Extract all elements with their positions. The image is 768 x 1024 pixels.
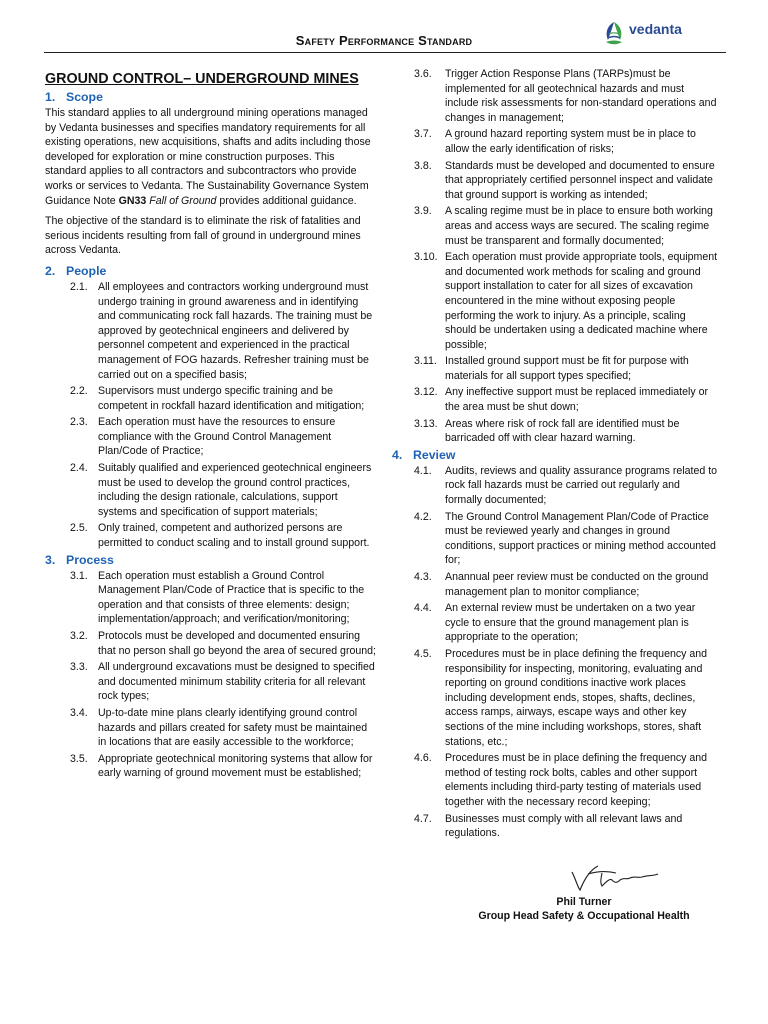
left-column (45, 70, 377, 783)
list-item (414, 127, 719, 156)
item-text: Anannual peer review must be conducted on the ground management plan to monitor compliance; (445, 571, 709, 598)
section-heading-people (45, 264, 377, 279)
list-item (45, 415, 377, 459)
section-number: 4. (392, 447, 403, 462)
item-number: 3.12. (414, 386, 438, 399)
item-text: All employees and contractors working underground must undergo training in ground awareness and in identifying and communicating rock fall hazards. The training must be approved by geotechnical engineers and delivered by personnel competent and experienced in the practical management of FOG hazards. Refresher training must be carried out on a specified basis; (98, 280, 373, 381)
list-item (414, 751, 719, 809)
item-number: 4.7. (414, 812, 432, 825)
item-text: Each operation must provide appropriate tools, equipment and documented work methods for scaling and ground support installation to cater for all sizes of excavation encountered in the mine without exposing people performing the work to injury. As a principle, scaling should be undertaken using a dedicated machine where possible; (445, 251, 718, 351)
signatory-role: Group Head Safety & Occupational Health (478, 910, 690, 922)
item-number: 3.10. (414, 251, 438, 264)
list-item (45, 629, 377, 658)
list-item (45, 521, 377, 550)
vedanta-leaf-icon (602, 20, 626, 48)
item-text: Installed ground support must be fit for purpose with materials for all support types specified; (445, 355, 689, 382)
item-text: Any ineffective support must be replaced immediately or the area must be shut down; (445, 386, 709, 414)
item-number: 3.2. (70, 630, 88, 642)
scope-text: This standard applies to all underground mining operations managed by Vedanta businesses and specifies mandatory requirements for all existing operations, new acquisitions, shafts and adits including those developed for exploration or mine construction purposes. This standard applies to all contractors and subcontractors who provide works or services to Vedanta. The Sustainability Governance System Guidance Note (45, 107, 371, 207)
section-title: Process (66, 552, 114, 567)
list-item (414, 510, 719, 568)
item-text: Supervisors must undergo specific training and be competent in rockfall hazard identification and mitigation; (98, 385, 365, 412)
item-number: 2.3. (70, 416, 88, 429)
list-item (45, 461, 377, 519)
scope-text-end: provides additional guidance. (216, 194, 357, 207)
item-number: 3.6. (414, 68, 432, 80)
item-number: 4.3. (414, 571, 432, 583)
list-item (414, 812, 719, 841)
item-number: 4.6. (414, 752, 432, 765)
item-number: 3.8. (414, 159, 432, 172)
item-number: 3.9. (414, 205, 432, 218)
section-number: 3. (45, 552, 56, 567)
list-item (414, 601, 719, 645)
list-item (45, 660, 377, 704)
item-number: 3.4. (70, 706, 88, 719)
list-item (414, 159, 719, 203)
item-number: 4.1. (414, 464, 432, 477)
item-text: Audits, reviews and quality assurance programs related to rock fall hazards must be carried out regularly and formally documented; (445, 464, 718, 507)
list-item (414, 204, 719, 248)
item-text: Procedures must be in place defining the frequency and method of testing rock bolts, cables and other support elements including third-party testing of materials used together with the necessary record keeping; (445, 752, 708, 808)
item-text: Suitably qualified and experienced geotechnical engineers must be used to develop the ground control practices, including the design rationale, calculations, support systems and specification of support materials; (98, 462, 372, 518)
item-text: The Ground Control Management Plan/Code of Practice must be reviewed yearly and changes in ground conditions, support practices or mining method accounted for; (445, 510, 716, 567)
item-text: Each operation must establish a Ground Control Management Plan/Code of Practice that is specific to the operation and that consists of three elements: design; implementation/approach; and verification/monitoring; (98, 569, 365, 626)
item-text: Up-to-date mine plans clearly identifying ground control hazards and pillars created for safety must be maintained in locations that are easily accessible to the workforce; (98, 706, 368, 749)
item-text: Businesses must comply with all relevant laws and regulations. (445, 812, 683, 840)
review-list (414, 464, 719, 841)
item-text: Each operation must have the resources to ensure compliance with the Ground Control Management Plan/Code of Practice; (98, 416, 336, 458)
guidance-note-title: Fall of Ground (149, 194, 217, 207)
item-number: 3.7. (414, 128, 432, 141)
list-item (45, 384, 377, 413)
item-number: 3.3. (70, 661, 88, 674)
list-item (45, 752, 377, 781)
item-text: Appropriate geotechnical monitoring systems that allow for early warning of ground movement must be established; (98, 752, 373, 780)
document-title: GROUND CONTROL– UNDERGROUND MINES (45, 71, 359, 87)
item-number: 4.4. (414, 602, 432, 615)
item-number: 2.5. (70, 522, 88, 535)
item-text: An external review must be undertaken on a two year cycle to ensure that the ground management plan is appropriate to the operation; (445, 602, 696, 644)
item-text: Areas where risk of rock fall are identified must be barricaded off with clear hazard warning. (445, 417, 680, 445)
item-number: 3.5. (70, 752, 88, 765)
guidance-note-code: GN33 (118, 194, 147, 207)
section-title: Scope (66, 90, 103, 104)
scope-paragraph (45, 106, 377, 208)
list-item (414, 385, 719, 414)
signatory-name: Phil Turner (556, 896, 612, 908)
item-number: 3.1. (70, 569, 88, 582)
objective-paragraph: The objective of the standard is to eliminate the risk of fatalities and serious incidents resulting from fall of ground in underground mines across Vedanta. (45, 215, 361, 257)
item-text: All underground excavations must be designed to specified and documented minimum stability criteria for all relevant rock types; (98, 661, 375, 703)
item-text: Protocols must be developed and documented ensuring that no person shall go beyond the area of secured ground; (98, 630, 376, 657)
list-item (45, 569, 377, 627)
document-header-title: Safety Performance Standard (295, 33, 473, 48)
section-title: Review (413, 447, 456, 462)
process-list-part1 (45, 569, 377, 781)
list-item (45, 706, 377, 750)
item-number: 3.11. (414, 355, 437, 368)
section-heading-review (392, 448, 719, 463)
list-item (414, 570, 719, 599)
item-text: A ground hazard reporting system must be in place to allow the early identification of risks; (445, 128, 696, 155)
section-heading-scope (45, 90, 377, 105)
handwritten-signature (568, 862, 660, 894)
item-number: 4.2. (414, 510, 432, 523)
section-heading-process (45, 553, 377, 568)
list-item (45, 280, 377, 382)
item-number: 3.13. (414, 417, 438, 430)
logo-wordmark: vedanta (629, 21, 682, 37)
item-number: 2.2. (70, 385, 88, 398)
header-divider (44, 52, 726, 53)
item-number: 2.4. (70, 462, 88, 475)
list-item (414, 417, 719, 446)
list-item (414, 67, 719, 125)
list-item (414, 647, 719, 749)
section-number: 2. (45, 263, 56, 278)
list-item (414, 250, 719, 352)
item-text: Standards must be developed and documented to ensure that appropriately certified personnel inspect and validate that ground support is working as intended; (445, 159, 715, 201)
list-item (414, 354, 719, 383)
item-number: 4.5. (414, 647, 432, 660)
section-number: 1. (45, 90, 56, 104)
item-text: Procedures must be in place defining the frequency and responsibility for inspecting, monitoring, evaluating and reporting on ground conditions inactive work places including development ends, stopes, shafts, declines, access ramps, airways, escape ways and other key sections of the mine including workshops, stores, shaft stations, etc.; (445, 647, 708, 748)
item-text: Only trained, competent and authorized persons are permitted to conduct scaling and to install ground support. (98, 522, 370, 550)
item-text: Trigger Action Response Plans (TARPs)must be implemented for all geotechnical hazards and must include risk assessments for non-standard operations and changes in management; (445, 68, 717, 124)
section-title: People (66, 263, 107, 278)
list-item (414, 464, 719, 508)
right-column (392, 67, 719, 843)
vedanta-logo (602, 20, 702, 50)
people-list (45, 280, 377, 551)
item-number: 2.1. (70, 280, 88, 293)
item-text: A scaling regime must be in place to ensure both working areas and access ways are secured. The scaling regime must be transparent and formally documented; (445, 205, 713, 247)
